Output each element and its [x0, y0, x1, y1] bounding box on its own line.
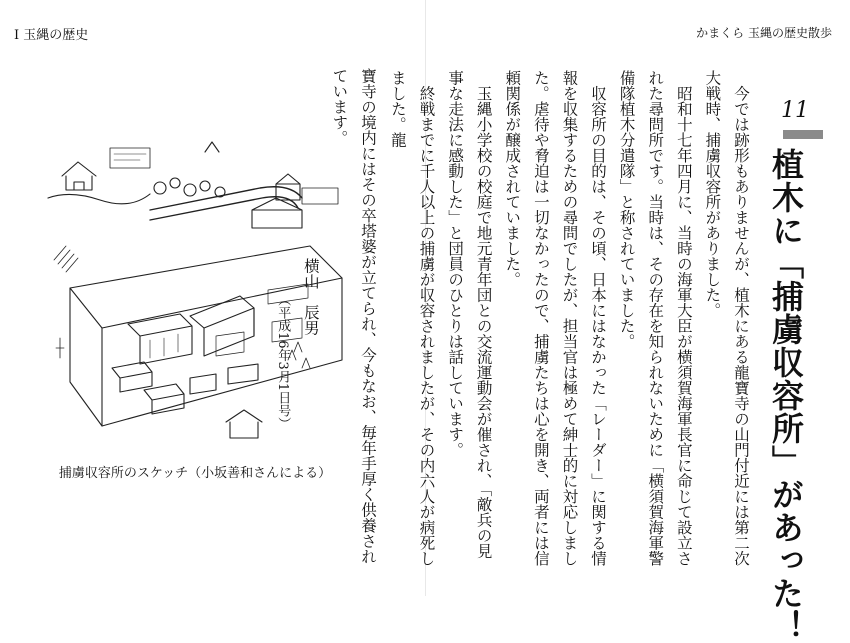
paragraph-4: 玉縄小学校の校庭で地元青年団との交流運動会が催され、「敵兵の見事な走法に感動した」と団員のひとりは話しています。 [446, 70, 493, 559]
camp-sketch [40, 128, 350, 446]
paragraph-1: 今では跡形もありませんが、植木にある龍寶寺の山門付近には第二次大戦時、捕虜収容所がありました。 [703, 70, 750, 566]
article-body [383, 70, 755, 570]
paragraph-5: 終戦までに千人以上の捕虜が収容されましたが、その内六人が病死しました。龍 [388, 70, 436, 566]
chapter-bar [783, 130, 823, 139]
continuation-text: 寶寺の境内にはその卒塔婆が立てられ、今もなお、毎年手厚く供養されています。 [330, 68, 377, 564]
paragraph-2: 昭和十七年四月に、当時の海軍大臣が横須賀海軍長官に命じて設立された尋問所です。当時は、その存在を知られないために「横須賀海軍警備隊植木分遣隊」と称されていました。 [617, 70, 693, 566]
running-header-left: Ⅰ 玉縄の歴史 [14, 28, 89, 43]
paragraph-3: 収容所の目的は、その頃、日本にはなかった「レーダー」に関する情報を収集するための尋問でしたが、担当官は極めて紳士的に対応しました。虐待や脅迫は一切なかったので、捕虜たちは心を開き、両者には信頼関係が醸成されていました。 [503, 70, 608, 566]
chapter-title: 植木に「捕虜収容所」があった！ [767, 148, 805, 643]
issue-date: （平成16年3月1日号） [275, 293, 291, 431]
figure-caption: 捕虜収容所のスケッチ（小坂善和さんによる） [58, 466, 332, 481]
running-header-right: かまくら 玉縄の歴史散歩 [696, 26, 832, 40]
chapter-number: 11 [781, 98, 809, 123]
author-name: 横山 辰男 [301, 258, 320, 336]
